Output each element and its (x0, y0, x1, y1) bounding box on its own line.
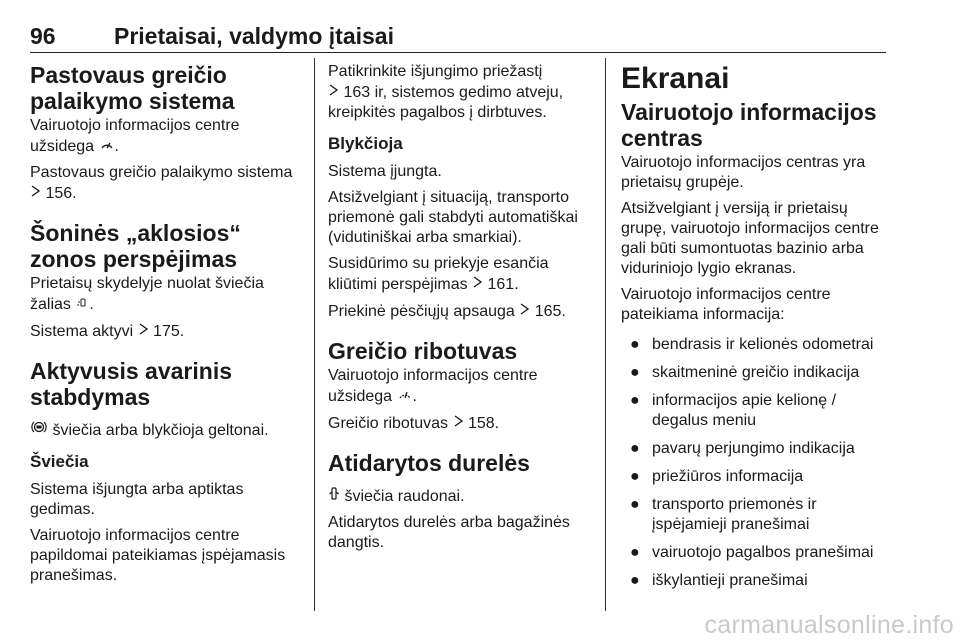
reference-arrow-icon (453, 413, 464, 433)
paragraph: Atsižvelgiant į versiją ir prietaisų grupę, vairuotojo informacijos centre gali būti sumontuotas bazinio arba viduriniojo lygio ekranas. (621, 200, 879, 277)
reference-arrow-icon (328, 82, 339, 102)
paragraph (30, 321, 302, 342)
paragraph-text: Vairuotojo informacijos centre užsidega (30, 117, 240, 155)
column-divider (605, 58, 606, 611)
paragraph (328, 62, 590, 123)
list-item (621, 543, 889, 563)
paragraph-text: Patikrinkite išjungimo priežastį (328, 63, 543, 80)
paragraph: Sistema išjungta arba aptiktas gedimas. (30, 481, 244, 518)
section-title-cruise-control: Pastovaus greičio palaikymo sistema (30, 62, 235, 114)
page-reference[interactable]: 175. (153, 323, 185, 340)
paragraph-text: Greičio ribotuvas (328, 415, 449, 432)
paragraph (328, 486, 590, 507)
list-item-text: priežiūros informacija (652, 468, 804, 485)
list-item-text: bendrasis ir kelionės odometrai (652, 336, 874, 353)
bullet: ● (630, 364, 640, 381)
paragraph (30, 420, 302, 441)
page-reference[interactable]: 158. (467, 415, 500, 432)
paragraph: Vairuotojo informacijos centre papildomai pateikiamas įspėjamasis pranešimas. (30, 527, 286, 584)
paragraph-text: Pastovaus greičio palaikymo sistema (30, 164, 293, 181)
column-right (621, 62, 889, 599)
section-title-blind-spot: Šoninės „aklosios“ zonos perspėjimas (30, 220, 241, 272)
paragraph-text: Susidūrimo su priekyje esančia kliūtimi perspėjimas (328, 255, 549, 293)
paragraph: Atidarytos durelės arba bagažinės dangtis. (328, 514, 570, 551)
paragraph: Vairuotojo informacijos centre užsidega . (30, 117, 240, 155)
paragraph-text: 163 ir, sistemos gedimo atveju, kreipkitės pagalbos į dirbtuves. (328, 84, 564, 121)
paragraph-text: šviečia arba blykčioja geltonai. (52, 422, 269, 439)
list-item-text: iškylantieji pranešimai (652, 572, 808, 589)
subheading-lit: Šviečia (30, 452, 89, 471)
column-middle (328, 62, 590, 559)
page-reference[interactable]: 165. (534, 303, 566, 320)
paragraph: Prietaisų skydelyje nuolat šviečia žalias . (30, 275, 264, 313)
bullet: ● (630, 496, 640, 513)
paragraph-text: Prietaisų skydelyje nuolat šviečia žalias (30, 275, 264, 313)
paragraph: Atsižvelgiant į situaciją, transporto priemonė gali stabdyti automatiškai (vidutiniškai arba smarkiai). (328, 189, 578, 246)
page-reference[interactable]: 156. (45, 185, 77, 202)
speed-limiter-icon (397, 386, 413, 406)
emergency-braking-icon (30, 420, 48, 440)
list-item (621, 335, 889, 355)
bullet: ● (630, 468, 640, 485)
list-item (621, 495, 889, 535)
paragraph: Vairuotojo informacijos centras yra prietaisų grupėje. (621, 154, 866, 191)
reference-arrow-icon (30, 183, 41, 203)
reference-arrow-icon (472, 274, 483, 294)
section-title-speed-limiter: Greičio ribotuvas (328, 338, 518, 364)
paragraph (30, 163, 302, 204)
paragraph-text: Priekinė pėsčiųjų apsauga (328, 303, 515, 320)
list-item (621, 467, 889, 487)
info-list (621, 335, 889, 591)
paragraph: Vairuotojo informacijos centre užsidega . (328, 367, 538, 405)
list-item-text: informacijos apie kelionę / degalus meniu (652, 392, 837, 429)
reference-arrow-icon (519, 301, 530, 321)
list-item-text: skaitmeninė greičio indikacija (652, 364, 860, 381)
section-title-emergency-braking: Aktyvusis avarinis stabdymas (30, 358, 233, 410)
list-item (621, 439, 889, 459)
watermark: carmanualsonline.info (704, 611, 954, 639)
door-open-icon (328, 486, 340, 506)
list-item (621, 391, 889, 431)
page-header (30, 22, 886, 53)
paragraph (328, 254, 590, 295)
reference-arrow-icon (138, 321, 149, 341)
chapter-title: Prietaisai, valdymo įtaisai (114, 23, 394, 49)
bullet: ● (630, 392, 640, 409)
paragraph-text: Sistema aktyvi (30, 323, 134, 340)
paragraph: Vairuotojo informacijos centre pateikiama informacija: (621, 286, 831, 323)
page-number: 96 (30, 23, 56, 49)
chapter-heading-displays: Ekranai (621, 62, 730, 95)
list-item (621, 363, 889, 383)
list-item-text: transporto priemonės ir įspėjamieji pranešimai (652, 496, 817, 533)
section-title-door-open: Atidarytos durelės (328, 450, 530, 476)
cruise-control-icon (99, 136, 115, 156)
column-divider (314, 58, 315, 611)
bullet: ● (630, 572, 640, 589)
bullet: ● (630, 544, 640, 561)
paragraph: Sistema įjungta. (328, 163, 442, 180)
page-reference[interactable]: 161. (487, 276, 519, 293)
paragraph-text: Vairuotojo informacijos centre užsidega (328, 367, 538, 405)
list-item (621, 571, 889, 591)
paragraph (328, 301, 590, 322)
paragraph (328, 413, 590, 434)
bullet: ● (630, 440, 640, 457)
paragraph-text: šviečia raudonai. (344, 488, 465, 505)
bullet: ● (630, 336, 640, 353)
list-item-text: vairuotojo pagalbos pranešimai (652, 544, 874, 561)
section-title-driver-info-centre: Vairuotojo informacijos centras (621, 99, 877, 151)
subheading-blinking: Blykčioja (328, 134, 403, 153)
column-left (30, 62, 302, 592)
blind-spot-icon (75, 294, 89, 314)
list-item-text: pavarų perjungimo indikacija (652, 440, 855, 457)
